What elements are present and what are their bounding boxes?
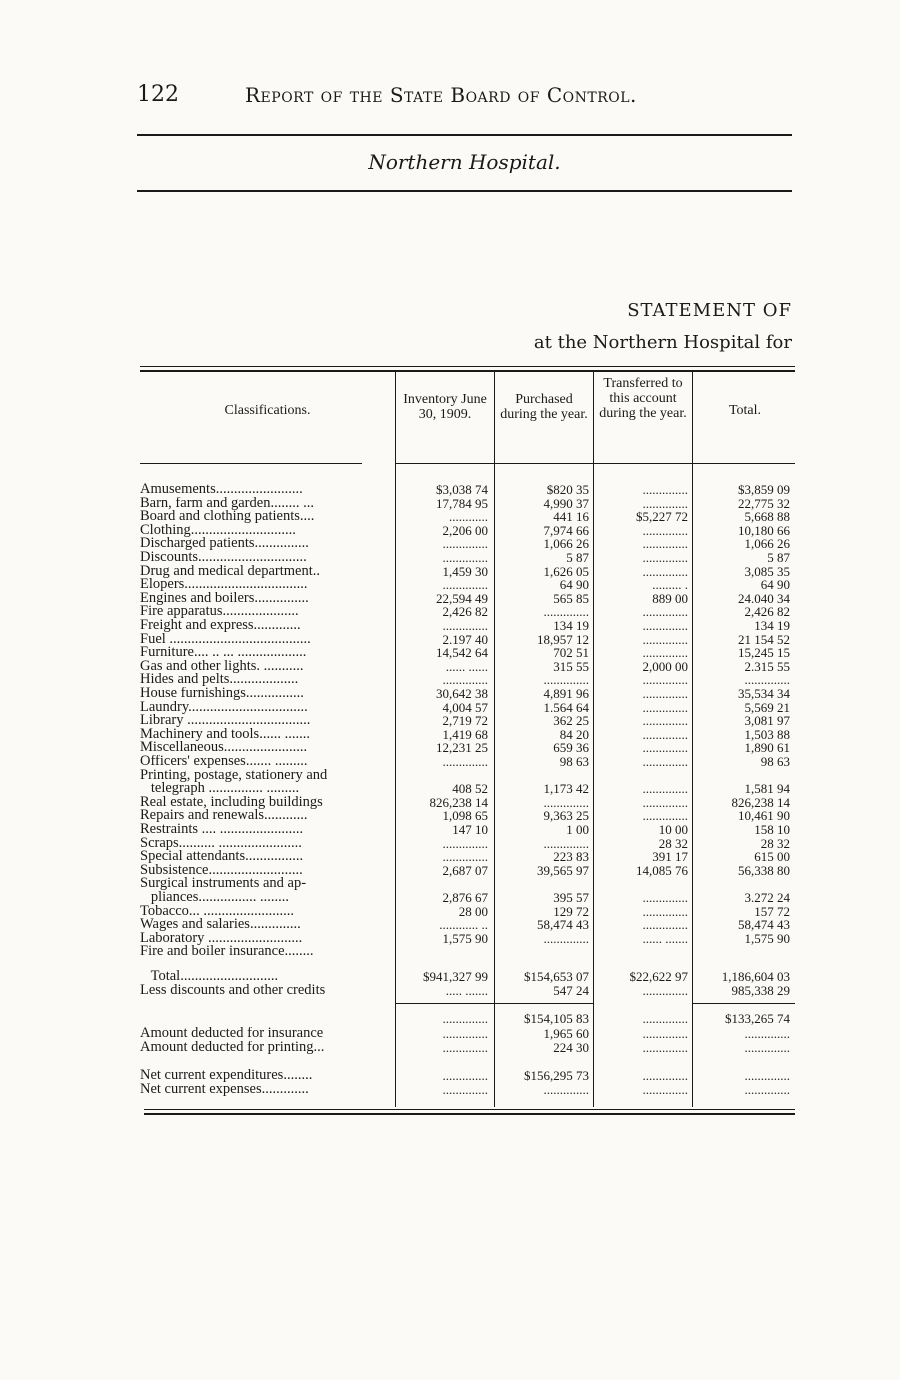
table-row-22-label: telegraph ............... ......... bbox=[140, 782, 300, 796]
header-purchased: Purchased during the year. bbox=[500, 392, 588, 422]
insurance-deduction-row-label: Amount deducted for insurance bbox=[140, 1027, 324, 1041]
table-row-33-label: Laboratory .......................... bbox=[140, 932, 303, 946]
less-discounts-row-trn: .............. bbox=[642, 984, 688, 998]
table-row-2-label: Board and clothing patients.... bbox=[140, 510, 315, 524]
table-row-10-tot: 134 19 bbox=[754, 619, 790, 633]
table-row-16-inv: 4,004 57 bbox=[442, 701, 488, 715]
total-row-inv: $941,327 99 bbox=[423, 970, 488, 984]
table-row-10-label: Freight and express............. bbox=[140, 619, 301, 633]
table-row-23-tot: 826,238 14 bbox=[731, 796, 790, 810]
table-row-26-inv: .............. bbox=[442, 837, 488, 851]
table-row-18-trn: .............. bbox=[642, 728, 688, 742]
table-row-26-pur: .............. bbox=[543, 837, 589, 851]
table-row-1-label: Barn, farm and garden........ ... bbox=[140, 497, 314, 511]
table-row-15-inv: 30,642 38 bbox=[436, 687, 488, 701]
table-row-23-label: Real estate, including buildings bbox=[140, 796, 323, 810]
col-sep-2 bbox=[494, 372, 495, 1107]
table-row-0-inv: $3,038 74 bbox=[436, 483, 488, 497]
sub-rule-2 bbox=[494, 1003, 594, 1004]
table-row-22-tot: 1,581 94 bbox=[744, 782, 790, 796]
table-row-9-tot: 2,426 82 bbox=[744, 605, 790, 619]
total-row-label: Total........................... bbox=[140, 970, 279, 984]
table-row-1-trn: .............. bbox=[642, 497, 688, 511]
table-row-22-inv: 408 52 bbox=[452, 782, 488, 796]
header-rule-1 bbox=[140, 463, 362, 464]
table-row-16-tot: 5,569 21 bbox=[744, 701, 790, 715]
table-row-23-inv: 826,238 14 bbox=[429, 796, 488, 810]
table-row-30-label: pliances................ ........ bbox=[140, 891, 290, 905]
col-sep-1 bbox=[395, 372, 396, 1107]
table-row-5-trn: .............. bbox=[642, 551, 688, 565]
table-row-14-trn: .............. bbox=[642, 673, 688, 687]
table-row-15-pur: 4,891 96 bbox=[543, 687, 589, 701]
table-row-0-pur: $820 35 bbox=[546, 483, 589, 497]
table-row-18-inv: 1,419 68 bbox=[442, 728, 488, 742]
header-inventory: Inventory June 30, 1909. bbox=[403, 392, 487, 422]
section-rule bbox=[137, 190, 792, 192]
table-row-31-tot: 157 72 bbox=[754, 905, 790, 919]
less-discounts-row-tot: 985,338 29 bbox=[731, 984, 790, 998]
table-row-1-inv: 17,784 95 bbox=[436, 497, 488, 511]
net-current-expenditures-row-trn: .............. bbox=[642, 1069, 688, 1083]
table-row-23-pur: .............. bbox=[543, 796, 589, 810]
table-row-17-trn: .............. bbox=[642, 714, 688, 728]
table-row-18-tot: 1,503 88 bbox=[744, 728, 790, 742]
table-row-16-pur: 1.564 64 bbox=[543, 701, 589, 715]
table-row-11-pur: 18,957 12 bbox=[537, 633, 589, 647]
col-sep-3 bbox=[593, 372, 594, 1107]
header-classifications: Classifications. bbox=[224, 403, 311, 418]
table-row-20-tot: 98 63 bbox=[760, 755, 790, 769]
printing-deduction-row-inv: .............. bbox=[442, 1041, 488, 1055]
table-row-24-tot: 10,461 90 bbox=[738, 809, 790, 823]
table-row-14-tot: .............. bbox=[744, 673, 790, 687]
table-row-20-trn: .............. bbox=[642, 755, 688, 769]
table-row-7-tot: 64 90 bbox=[760, 578, 790, 592]
table-row-30-tot: 3.272 24 bbox=[744, 891, 790, 905]
table-row-27-trn: 391 17 bbox=[652, 850, 688, 864]
less-discounts-row-inv: ..... ....... bbox=[445, 984, 488, 998]
table-row-6-pur: 1,626 05 bbox=[543, 565, 589, 579]
printing-deduction-row-tot: .............. bbox=[744, 1041, 790, 1055]
table-row-26-trn: 28 32 bbox=[658, 837, 688, 851]
table-row-8-trn: 889 00 bbox=[652, 592, 688, 606]
table-row-33-trn: ...... ....... bbox=[642, 932, 688, 946]
table-row-12-trn: .............. bbox=[642, 646, 688, 660]
header-rule-2 bbox=[395, 463, 692, 464]
table-row-13-trn: 2,000 00 bbox=[642, 660, 688, 674]
table-row-19-inv: 12,231 25 bbox=[436, 741, 488, 755]
table-row-3-trn: .............. bbox=[642, 524, 688, 538]
top-rule bbox=[137, 134, 792, 136]
table-row-16-label: Laundry................................. bbox=[140, 701, 308, 715]
table-row-24-label: Repairs and renewals............ bbox=[140, 809, 308, 823]
table-row-28-pur: 39,565 97 bbox=[537, 864, 589, 878]
table-row-12-label: Furniture.... .. ... ................... bbox=[140, 646, 307, 660]
printing-deduction-row-trn: .............. bbox=[642, 1041, 688, 1055]
table-row-7-pur: 64 90 bbox=[559, 578, 589, 592]
table-row-33-tot: 1,575 90 bbox=[744, 932, 790, 946]
table-row-29-label: Surgical instruments and ap- bbox=[140, 877, 307, 891]
table-row-8-label: Engines and boilers............... bbox=[140, 592, 309, 606]
table-row-15-trn: .............. bbox=[642, 687, 688, 701]
table-top-rule bbox=[140, 366, 795, 367]
table-row-5-pur: 5 87 bbox=[566, 551, 589, 565]
net-current-expenditures-row-label: Net current expenditures........ bbox=[140, 1069, 313, 1083]
table-row-32-trn: .............. bbox=[642, 918, 688, 932]
table-row-7-inv: .............. bbox=[442, 578, 488, 592]
section-title: Northern Hospital. bbox=[368, 150, 561, 174]
net-subtotal-row-trn: .............. bbox=[642, 1012, 688, 1026]
insurance-deduction-row-pur: 1,965 60 bbox=[543, 1027, 589, 1041]
table-row-15-tot: 35,534 34 bbox=[738, 687, 790, 701]
running-head: Report of the State Board of Control. bbox=[245, 83, 637, 107]
table-row-19-trn: .............. bbox=[642, 741, 688, 755]
table-row-9-trn: .............. bbox=[642, 605, 688, 619]
table-row-22-pur: 1,173 42 bbox=[543, 782, 589, 796]
table-row-26-label: Scraps.......... ....................... bbox=[140, 837, 302, 851]
table-row-25-pur: 1 00 bbox=[566, 823, 589, 837]
table-row-3-label: Clothing............................. bbox=[140, 524, 296, 538]
col-sep-4 bbox=[692, 372, 693, 1107]
table-row-27-tot: 615 00 bbox=[754, 850, 790, 864]
table-row-20-inv: .............. bbox=[442, 755, 488, 769]
table-row-16-trn: .............. bbox=[642, 701, 688, 715]
table-row-2-tot: 5,668 88 bbox=[744, 510, 790, 524]
table-row-13-inv: ...... ...... bbox=[445, 660, 488, 674]
table-row-26-tot: 28 32 bbox=[760, 837, 790, 851]
table-row-13-label: Gas and other lights. ........... bbox=[140, 660, 304, 674]
table-row-30-pur: 395 57 bbox=[553, 891, 589, 905]
table-row-3-pur: 7,974 66 bbox=[543, 524, 589, 538]
table-row-20-pur: 98 63 bbox=[559, 755, 589, 769]
table-row-11-tot: 21 154 52 bbox=[738, 633, 790, 647]
net-current-expenditures-row-tot: .............. bbox=[744, 1069, 790, 1083]
table-row-4-inv: .............. bbox=[442, 537, 488, 551]
table-row-9-pur: .............. bbox=[543, 605, 589, 619]
net-current-expenses-row-pur: .............. bbox=[543, 1083, 589, 1097]
sub-rule-1 bbox=[395, 1003, 495, 1004]
table-row-27-pur: 223 83 bbox=[553, 850, 589, 864]
net-current-expenses-row-inv: .............. bbox=[442, 1083, 488, 1097]
table-row-10-inv: .............. bbox=[442, 619, 488, 633]
net-current-expenses-row-tot: .............. bbox=[744, 1083, 790, 1097]
table-row-19-tot: 1,890 61 bbox=[744, 741, 790, 755]
table-row-30-trn: .............. bbox=[642, 891, 688, 905]
table-row-33-pur: .............. bbox=[543, 932, 589, 946]
table-row-2-pur: 441 16 bbox=[553, 510, 589, 524]
table-row-28-label: Subsistence.......................... bbox=[140, 864, 303, 878]
table-row-19-pur: 659 36 bbox=[553, 741, 589, 755]
table-row-28-tot: 56,338 80 bbox=[738, 864, 790, 878]
table-row-10-pur: 134 19 bbox=[553, 619, 589, 633]
table-row-12-pur: 702 51 bbox=[553, 646, 589, 660]
header-transferred: Transferred to this account during the year. bbox=[599, 376, 687, 421]
net-current-expenses-row-trn: .............. bbox=[642, 1083, 688, 1097]
table-row-11-label: Fuel ....................................... bbox=[140, 633, 311, 647]
table-row-31-pur: 129 72 bbox=[553, 905, 589, 919]
table-row-32-pur: 58,474 43 bbox=[537, 918, 589, 932]
table-row-18-pur: 84 20 bbox=[559, 728, 589, 742]
insurance-deduction-row-inv: .............. bbox=[442, 1027, 488, 1041]
table-bottom-rule bbox=[144, 1109, 795, 1110]
table-row-6-trn: .............. bbox=[642, 565, 688, 579]
table-row-11-trn: .............. bbox=[642, 633, 688, 647]
table-row-0-trn: .............. bbox=[642, 483, 688, 497]
table-row-27-label: Special attendants................ bbox=[140, 850, 304, 864]
table-row-19-label: Miscellaneous....................... bbox=[140, 741, 308, 755]
table-row-15-label: House furnishings................ bbox=[140, 687, 304, 701]
statement-subtitle: at the Northern Hospital for bbox=[533, 332, 792, 353]
table-row-34-label: Fire and boiler insurance........ bbox=[140, 945, 314, 959]
total-row-pur: $154,653 07 bbox=[524, 970, 589, 984]
net-subtotal-row-inv: .............. bbox=[442, 1012, 488, 1026]
table-row-17-pur: 362 25 bbox=[553, 714, 589, 728]
table-row-4-trn: .............. bbox=[642, 537, 688, 551]
less-discounts-row-label: Less discounts and other credits bbox=[140, 984, 326, 998]
less-discounts-row-pur: 547 24 bbox=[553, 984, 589, 998]
table-row-14-pur: .............. bbox=[543, 673, 589, 687]
table-top-rule-2 bbox=[140, 370, 795, 372]
net-subtotal-row-pur: $154,105 83 bbox=[524, 1012, 589, 1026]
net-current-expenditures-row-pur: $156,295 73 bbox=[524, 1069, 589, 1083]
table-row-31-label: Tobacco... ......................... bbox=[140, 905, 295, 919]
table-row-24-pur: 9,363 25 bbox=[543, 809, 589, 823]
table-row-28-inv: 2,687 07 bbox=[442, 864, 488, 878]
table-row-0-tot: $3,859 09 bbox=[738, 483, 790, 497]
sub-rule-3 bbox=[692, 1003, 795, 1004]
table-row-33-inv: 1,575 90 bbox=[442, 932, 488, 946]
total-row-tot: 1,186,604 03 bbox=[721, 970, 790, 984]
table-row-22-trn: .............. bbox=[642, 782, 688, 796]
table-row-7-label: Elopers.................................. bbox=[140, 578, 308, 592]
table-row-6-label: Drug and medical department.. bbox=[140, 565, 320, 579]
insurance-deduction-row-tot: .............. bbox=[744, 1027, 790, 1041]
table-row-30-inv: 2,876 67 bbox=[442, 891, 488, 905]
table-row-11-inv: 2.197 40 bbox=[442, 633, 488, 647]
table-row-9-label: Fire apparatus..................... bbox=[140, 605, 299, 619]
printing-deduction-row-pur: 224 30 bbox=[553, 1041, 589, 1055]
header-total: Total. bbox=[728, 403, 762, 418]
table-row-21-label: Printing, postage, stationery and bbox=[140, 769, 328, 783]
table-row-32-tot: 58,474 43 bbox=[738, 918, 790, 932]
table-row-5-tot: 5 87 bbox=[767, 551, 790, 565]
table-row-14-label: Hides and pelts................... bbox=[140, 673, 299, 687]
table-row-12-inv: 14,542 64 bbox=[436, 646, 488, 660]
table-row-17-label: Library .................................. bbox=[140, 714, 311, 728]
table-row-8-tot: 24.040 34 bbox=[738, 592, 790, 606]
table-row-8-pur: 565 85 bbox=[553, 592, 589, 606]
table-row-31-trn: .............. bbox=[642, 905, 688, 919]
statement-table bbox=[140, 366, 795, 1126]
table-row-13-pur: 315 55 bbox=[553, 660, 589, 674]
header-rule-3 bbox=[692, 463, 795, 464]
table-row-1-tot: 22,775 32 bbox=[738, 497, 790, 511]
net-current-expenses-row-label: Net current expenses............. bbox=[140, 1083, 309, 1097]
table-row-9-inv: 2,426 82 bbox=[442, 605, 488, 619]
net-subtotal-row-tot: $133,265 74 bbox=[725, 1012, 790, 1026]
page-number: 122 bbox=[137, 82, 179, 107]
table-row-5-label: Discounts.............................. bbox=[140, 551, 307, 565]
table-row-27-inv: .............. bbox=[442, 850, 488, 864]
table-row-8-inv: 22,594 49 bbox=[436, 592, 488, 606]
table-row-2-trn: $5,227 72 bbox=[636, 510, 688, 524]
table-row-25-tot: 158 10 bbox=[754, 823, 790, 837]
table-row-10-trn: .............. bbox=[642, 619, 688, 633]
table-row-6-tot: 3,085 35 bbox=[744, 565, 790, 579]
net-current-expenditures-row-inv: .............. bbox=[442, 1069, 488, 1083]
total-row-trn: $22,622 97 bbox=[629, 970, 688, 984]
table-row-4-label: Discharged patients............... bbox=[140, 537, 309, 551]
table-row-24-trn: .............. bbox=[642, 809, 688, 823]
table-row-2-inv: ............ bbox=[449, 510, 488, 524]
table-row-18-label: Machinery and tools...... ....... bbox=[140, 728, 310, 742]
table-row-0-label: Amusements........................ bbox=[140, 483, 303, 497]
table-row-25-inv: 147 10 bbox=[452, 823, 488, 837]
table-row-1-pur: 4,990 37 bbox=[543, 497, 589, 511]
table-row-20-label: Officers' expenses....... ......... bbox=[140, 755, 308, 769]
table-row-23-trn: .............. bbox=[642, 796, 688, 810]
table-row-32-inv: ............ .. bbox=[439, 918, 488, 932]
table-row-24-inv: 1,098 65 bbox=[442, 809, 488, 823]
table-row-28-trn: 14,085 76 bbox=[636, 864, 688, 878]
table-row-4-pur: 1,066 26 bbox=[543, 537, 589, 551]
table-row-12-tot: 15,245 15 bbox=[738, 646, 790, 660]
table-row-7-trn: ......... . bbox=[652, 578, 688, 592]
table-row-5-inv: .............. bbox=[442, 551, 488, 565]
table-row-3-inv: 2,206 00 bbox=[442, 524, 488, 538]
table-row-4-tot: 1,066 26 bbox=[744, 537, 790, 551]
table-row-6-inv: 1,459 30 bbox=[442, 565, 488, 579]
table-row-32-label: Wages and salaries.............. bbox=[140, 918, 301, 932]
table-row-17-tot: 3,081 97 bbox=[744, 714, 790, 728]
table-row-3-tot: 10,180 66 bbox=[738, 524, 790, 538]
table-row-17-inv: 2,719 72 bbox=[442, 714, 488, 728]
insurance-deduction-row-trn: .............. bbox=[642, 1027, 688, 1041]
printing-deduction-row-label: Amount deducted for printing... bbox=[140, 1041, 325, 1055]
table-row-31-inv: 28 00 bbox=[458, 905, 488, 919]
table-row-25-trn: 10 00 bbox=[658, 823, 688, 837]
table-bottom-rule-2 bbox=[144, 1113, 795, 1115]
statement-title: STATEMENT OF bbox=[627, 300, 792, 321]
table-row-14-inv: .............. bbox=[442, 673, 488, 687]
table-row-13-tot: 2.315 55 bbox=[744, 660, 790, 674]
table-row-25-label: Restraints .... ....................... bbox=[140, 823, 304, 837]
